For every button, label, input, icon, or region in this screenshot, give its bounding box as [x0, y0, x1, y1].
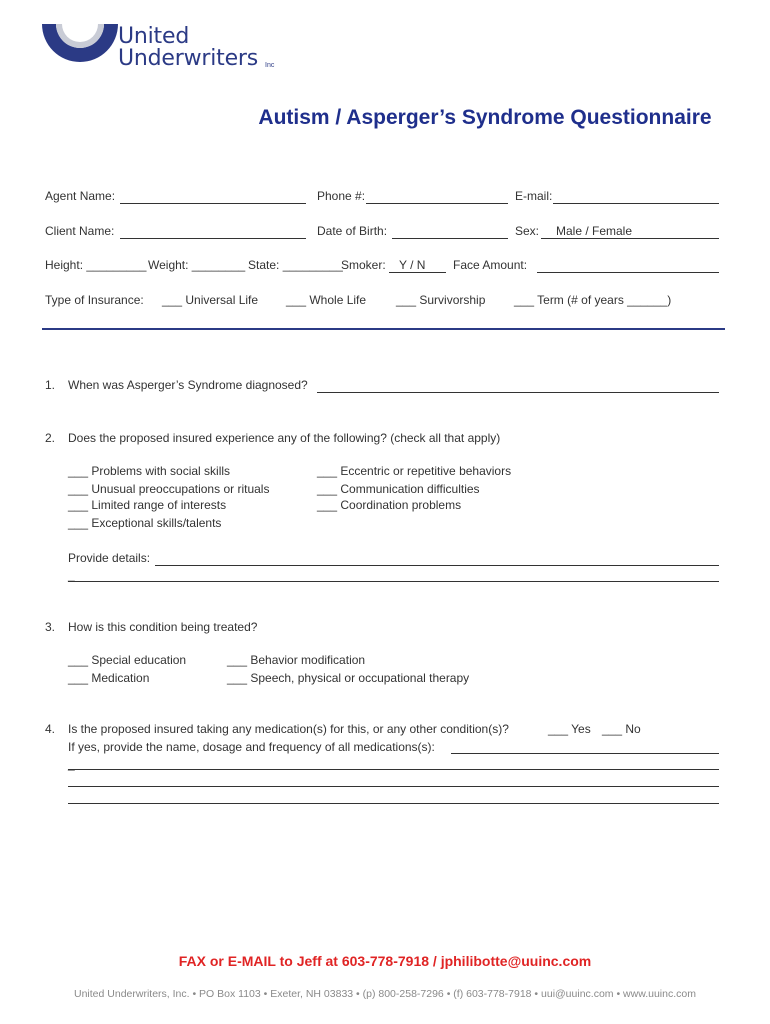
q3-number: 3.	[45, 620, 56, 634]
logo-line-1: United	[118, 24, 190, 49]
q4-followup-text: If yes, provide the name, dosage and frequency of all medications(s):	[68, 740, 435, 754]
q4-continuation: _	[68, 757, 75, 771]
q1-number: 1.	[45, 378, 56, 392]
q3-option-behavior[interactable]: ___ Behavior modification	[227, 653, 366, 667]
q3-option-special-education[interactable]: ___ Special education	[68, 653, 187, 667]
q4-yes-option[interactable]: ___ Yes	[548, 722, 591, 736]
face-amount-label: Face Amount:	[453, 258, 528, 272]
smoker-field[interactable]	[389, 272, 446, 273]
logo-suffix: Inc	[265, 62, 275, 69]
sex-options: Male / Female	[556, 224, 633, 238]
phone-label: Phone #:	[317, 189, 366, 203]
q4-number: 4.	[45, 722, 56, 736]
q3-option-medication[interactable]: ___ Medication	[68, 671, 150, 685]
logo-line-2: Underwriters	[118, 46, 259, 71]
page-title: Autism / Asperger’s Syndrome Questionnaire	[258, 106, 712, 129]
dob-label: Date of Birth:	[317, 224, 388, 238]
insurance-universal-option[interactable]: ___ Universal Life	[162, 293, 259, 307]
agent-name-label: Agent Name:	[45, 189, 116, 203]
q1-answer-field[interactable]	[317, 392, 719, 393]
fax-instructions: FAX or E-MAIL to Jeff at 603-778-7918 / jphilibotte@uuinc.com	[178, 953, 592, 969]
q3-option-therapy[interactable]: ___ Speech, physical or occupational therapy	[227, 671, 470, 685]
q2-option-skills[interactable]: ___ Exceptional skills/talents	[68, 516, 222, 530]
insurance-term-option[interactable]: ___ Term (# of years ______)	[514, 293, 672, 307]
client-name-field[interactable]	[120, 238, 306, 239]
dob-field[interactable]	[392, 238, 508, 239]
state-label: State: _________	[248, 258, 343, 272]
height-label: Height: _________	[45, 258, 147, 272]
q2-option-eccentric[interactable]: ___ Eccentric or repetitive behaviors	[317, 464, 512, 478]
q3-text: How is this condition being treated?	[68, 620, 258, 634]
logo-mark-icon	[40, 20, 120, 72]
q2-details-field[interactable]	[155, 565, 719, 566]
agent-name-field[interactable]	[120, 203, 306, 204]
face-amount-field[interactable]	[537, 272, 719, 273]
q2-text: Does the proposed insured experience any of the following? (check all that apply)	[68, 431, 501, 445]
q4-medications-field[interactable]	[451, 753, 719, 754]
q2-option-communication[interactable]: ___ Communication difficulties	[317, 482, 480, 496]
q2-details-label: Provide details:	[68, 551, 151, 565]
smoker-options: Y / N	[399, 258, 426, 272]
smoker-label: Smoker:	[341, 258, 386, 272]
q2-option-interests[interactable]: ___ Limited range of interests	[68, 498, 227, 512]
insurance-survivorship-option[interactable]: ___ Survivorship	[396, 293, 486, 307]
q2-details-continuation: _	[68, 568, 75, 582]
q4-text: Is the proposed insured taking any medication(s) for this, or any other condition(s)?	[68, 722, 509, 736]
q2-option-coordination[interactable]: ___ Coordination problems	[317, 498, 462, 512]
sex-field[interactable]	[541, 238, 719, 239]
company-footer: United Underwriters, Inc. • PO Box 1103 • Exeter, NH 03833 • (p) 800-258-7296 • (f) 603-778-7918 • uui@uuinc.com • www.uuinc.com	[74, 988, 696, 1000]
email-field[interactable]	[553, 203, 719, 204]
section-divider	[42, 328, 725, 330]
q2-option-preoccupations[interactable]: ___ Unusual preoccupations or rituals	[68, 482, 270, 496]
client-name-label: Client Name:	[45, 224, 115, 238]
q4-medications-field-3[interactable]	[68, 786, 719, 787]
q2-option-social[interactable]: ___ Problems with social skills	[68, 464, 231, 478]
q4-no-option[interactable]: ___ No	[602, 722, 641, 736]
q2-details-field-2[interactable]	[68, 581, 719, 582]
insurance-whole-option[interactable]: ___ Whole Life	[286, 293, 367, 307]
sex-label: Sex:	[515, 224, 540, 238]
q4-medications-field-2[interactable]	[68, 769, 719, 770]
insurance-type-label: Type of Insurance:	[45, 293, 144, 307]
q1-text: When was Asperger’s Syndrome diagnosed?	[68, 378, 308, 392]
q2-number: 2.	[45, 431, 56, 445]
weight-label: Weight: ________	[148, 258, 246, 272]
q4-medications-field-4[interactable]	[68, 803, 719, 804]
email-label: E-mail:	[515, 189, 553, 203]
phone-field[interactable]	[366, 203, 508, 204]
